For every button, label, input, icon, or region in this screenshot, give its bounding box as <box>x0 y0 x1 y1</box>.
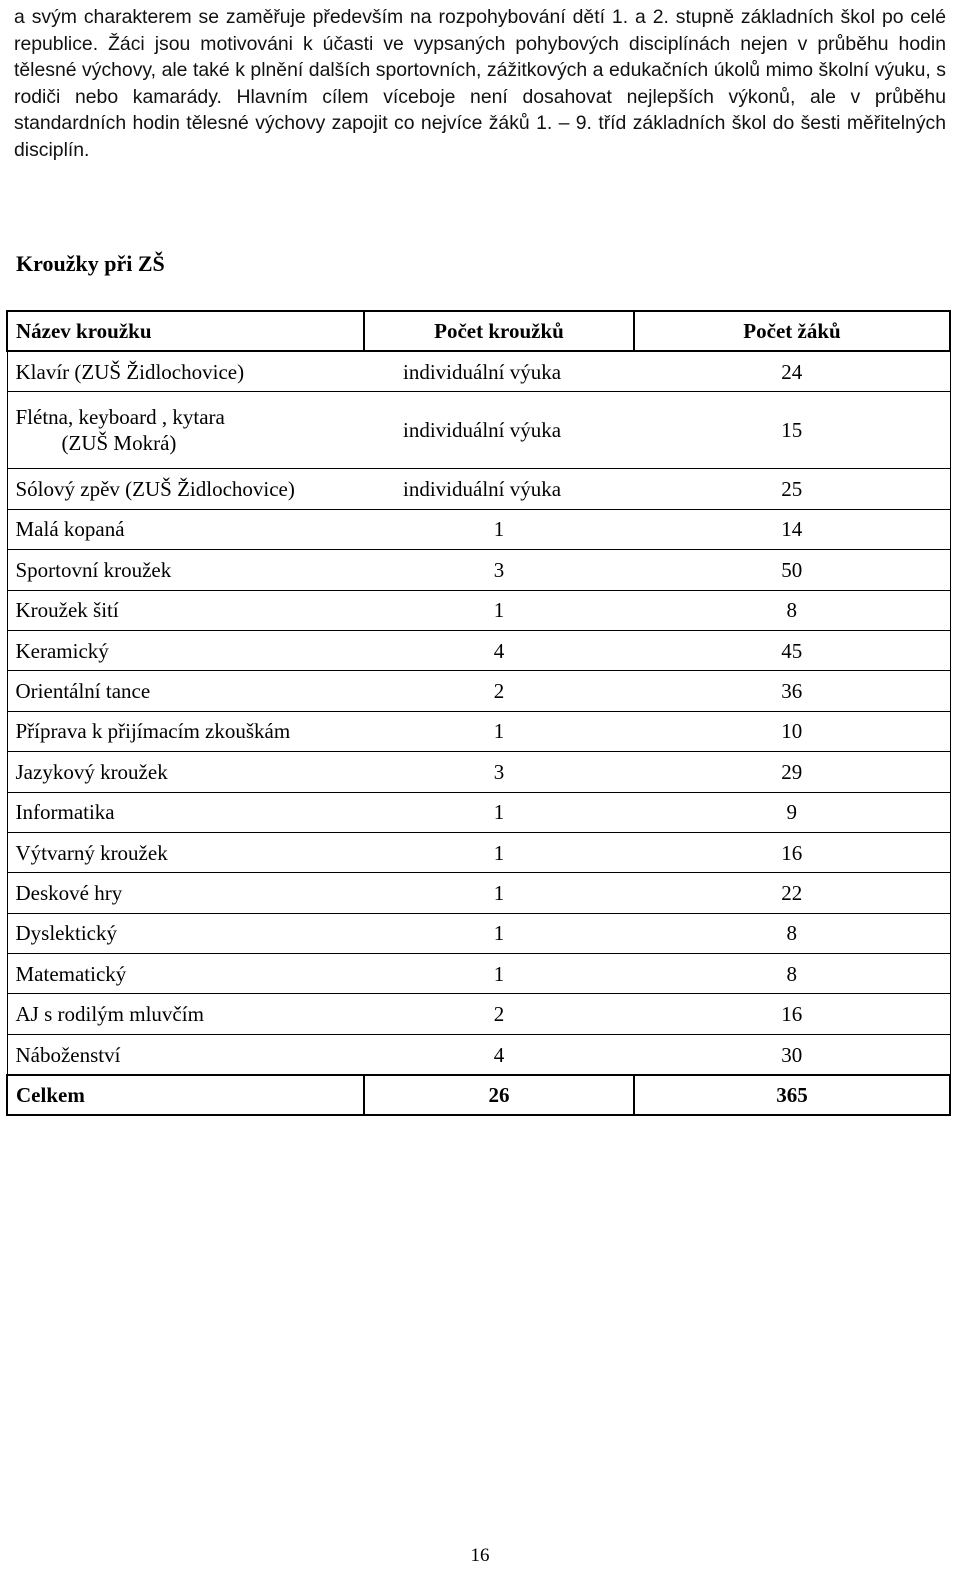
cell-name: Deskové hry <box>7 873 364 913</box>
cell-name: Výtvarný kroužek <box>7 832 364 872</box>
cell-pupils: 10 <box>634 711 950 751</box>
cell-count: 1 <box>364 954 634 994</box>
cell-name <box>7 392 364 469</box>
table-row <box>7 392 950 469</box>
header-count: Počet kroužků <box>364 311 634 351</box>
cell-count: 3 <box>364 550 634 590</box>
cell-pupils: 16 <box>634 832 950 872</box>
cell-name: Kroužek šití <box>7 590 364 630</box>
cell-pupils: 9 <box>634 792 950 832</box>
clubs-table-body <box>7 351 950 1075</box>
cell-name: Klavír (ZUŠ Židlochovice) <box>7 351 364 392</box>
cell-name: Keramický <box>7 630 364 670</box>
header-name: Název kroužku <box>7 311 364 351</box>
cell-count: 1 <box>364 590 634 630</box>
table-row <box>7 550 950 590</box>
clubs-table-footer <box>7 1075 950 1115</box>
cell-pupils: 22 <box>634 873 950 913</box>
cell-name: Náboženství <box>7 1034 364 1075</box>
cell-pupils: 8 <box>634 913 950 953</box>
cell-count: individuální výuka <box>364 392 634 469</box>
clubs-table <box>6 310 951 1116</box>
table-row <box>7 832 950 872</box>
cell-name: Orientální tance <box>7 671 364 711</box>
cell-pupils: 45 <box>634 630 950 670</box>
cell-count: individuální výuka <box>364 469 634 509</box>
total-label: Celkem <box>7 1075 364 1115</box>
cell-name: Sólový zpěv (ZUŠ Židlochovice) <box>7 469 364 509</box>
cell-name: Jazykový kroužek <box>7 752 364 792</box>
table-row <box>7 1034 950 1075</box>
table-row <box>7 469 950 509</box>
table-row <box>7 752 950 792</box>
cell-name-line1: Flétna, keyboard , kytara <box>15 405 225 430</box>
cell-name-line2: (ZUŠ Mokrá) <box>61 431 177 456</box>
section-heading: Kroužky při ZŠ <box>16 251 165 276</box>
cell-count: 1 <box>364 873 634 913</box>
cell-pupils: 14 <box>634 509 950 549</box>
cell-pupils: 29 <box>634 752 950 792</box>
cell-pupils: 15 <box>634 392 950 469</box>
cell-count: 1 <box>364 509 634 549</box>
table-row <box>7 590 950 630</box>
cell-name: AJ s rodilým mluvčím <box>7 994 364 1034</box>
cell-count: individuální výuka <box>364 351 634 392</box>
table-row <box>7 954 950 994</box>
cell-pupils: 16 <box>634 994 950 1034</box>
total-row <box>7 1075 950 1115</box>
cell-name: Matematický <box>7 954 364 994</box>
cell-count: 3 <box>364 752 634 792</box>
cell-name-wrapped <box>16 404 365 456</box>
cell-pupils: 8 <box>634 954 950 994</box>
clubs-table-header <box>7 311 950 351</box>
cell-name: Sportovní kroužek <box>7 550 364 590</box>
cell-count: 1 <box>364 711 634 751</box>
cell-pupils: 8 <box>634 590 950 630</box>
cell-pupils: 24 <box>634 351 950 392</box>
cell-name: Dyslektický <box>7 913 364 953</box>
total-count: 26 <box>364 1075 634 1115</box>
cell-pupils: 36 <box>634 671 950 711</box>
cell-name: Informatika <box>7 792 364 832</box>
header-pupils: Počet žáků <box>634 311 950 351</box>
header-row <box>7 311 950 351</box>
table-row <box>7 792 950 832</box>
cell-count: 1 <box>364 832 634 872</box>
cell-count: 1 <box>364 792 634 832</box>
cell-pupils: 25 <box>634 469 950 509</box>
table-row <box>7 671 950 711</box>
cell-count: 2 <box>364 671 634 711</box>
table-row <box>7 994 950 1034</box>
intro-paragraph: a svým charakterem se zaměřuje především na rozpohybování dětí 1. a 2. stupně základních škol po celé republice. Žáci jsou motivováni k účasti ve vypsaných pohybových disciplínách nejen v průběhu hodin tělesné výchovy, ale také k plnění dalších sportovních, zážitkových a edukačních úkolů mimo školní výuku, s rodiči nebo kamarády. Hlavním cílem víceboje není dosahovat nejlepších výkonů, ale v průběhu standardních hodin tělesné výchovy zapojit co nejvíce žáků 1. – 9. tříd základních škol do šesti měřitelných disciplín. <box>14 6 946 161</box>
table-row <box>7 509 950 549</box>
table-row <box>7 711 950 751</box>
table-row <box>7 873 950 913</box>
table-row <box>7 630 950 670</box>
cell-count: 2 <box>364 994 634 1034</box>
table-row <box>7 913 950 953</box>
table-row <box>7 351 950 392</box>
cell-count: 1 <box>364 913 634 953</box>
cell-pupils: 50 <box>634 550 950 590</box>
cell-count: 4 <box>364 630 634 670</box>
page-number: 16 <box>470 1545 490 1566</box>
cell-name: Příprava k přijímacím zkouškám <box>7 711 364 751</box>
cell-name: Malá kopaná <box>7 509 364 549</box>
total-pupils: 365 <box>634 1075 950 1115</box>
cell-count: 4 <box>364 1034 634 1075</box>
cell-pupils: 30 <box>634 1034 950 1075</box>
